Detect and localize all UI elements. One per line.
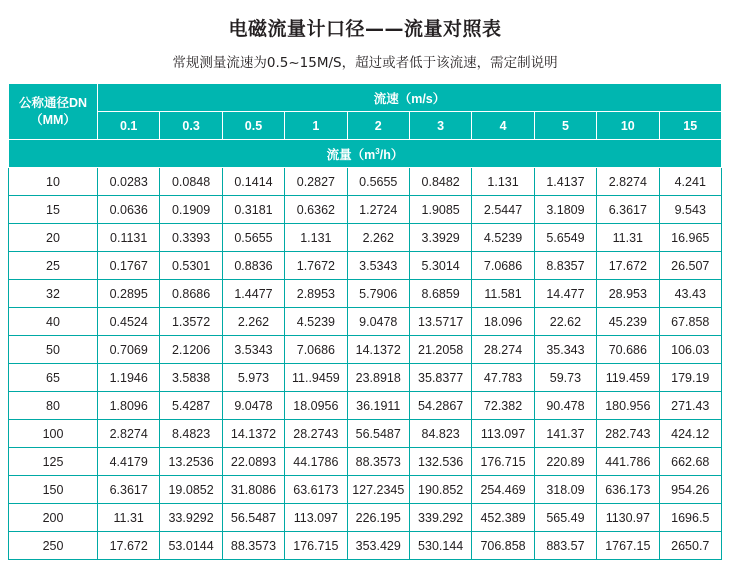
cell-flow-value: 106.03 bbox=[659, 336, 721, 364]
table-row bbox=[9, 336, 722, 364]
cell-nominal-diameter: 100 bbox=[9, 420, 98, 448]
cell-flow-value: 0.1131 bbox=[98, 224, 160, 252]
cell-flow-value: 271.43 bbox=[659, 392, 721, 420]
cell-flow-value: 318.09 bbox=[534, 476, 596, 504]
cell-flow-value: 0.0636 bbox=[98, 196, 160, 224]
table-row bbox=[9, 168, 722, 196]
cell-flow-value: 21.2058 bbox=[409, 336, 471, 364]
header-row-speed-values bbox=[9, 112, 722, 140]
cell-flow-value: 11.31 bbox=[98, 504, 160, 532]
cell-flow-value: 11..9459 bbox=[285, 364, 347, 392]
cell-flow-value: 26.507 bbox=[659, 252, 721, 280]
cell-flow-value: 5.3014 bbox=[409, 252, 471, 280]
cell-flow-value: 179.19 bbox=[659, 364, 721, 392]
header-speed-2: 0.5 bbox=[222, 112, 284, 140]
cell-nominal-diameter: 25 bbox=[9, 252, 98, 280]
cell-flow-value: 1.4477 bbox=[222, 280, 284, 308]
cell-flow-value: 8.6859 bbox=[409, 280, 471, 308]
cell-flow-value: 63.6173 bbox=[285, 476, 347, 504]
header-speed-9: 15 bbox=[659, 112, 721, 140]
cell-flow-value: 33.9292 bbox=[160, 504, 222, 532]
page-subtitle: 常规测量流速为0.5~15M/S，超过或者低于该流速，需定制说明 bbox=[172, 55, 558, 71]
cell-flow-value: 22.0893 bbox=[222, 448, 284, 476]
cell-flow-value: 47.783 bbox=[472, 364, 534, 392]
cell-flow-value: 88.3573 bbox=[347, 448, 409, 476]
cell-flow-value: 113.097 bbox=[285, 504, 347, 532]
cell-flow-value: 113.097 bbox=[472, 420, 534, 448]
cell-flow-value: 0.8836 bbox=[222, 252, 284, 280]
cell-flow-value: 0.2895 bbox=[98, 280, 160, 308]
cell-flow-value: 7.0686 bbox=[285, 336, 347, 364]
cell-flow-value: 8.8357 bbox=[534, 252, 596, 280]
cell-flow-value: 2.8274 bbox=[98, 420, 160, 448]
cell-nominal-diameter: 150 bbox=[9, 476, 98, 504]
cell-flow-value: 45.239 bbox=[597, 308, 659, 336]
cell-flow-value: 44.1786 bbox=[285, 448, 347, 476]
header-speed-7: 5 bbox=[534, 112, 596, 140]
cell-flow-value: 226.195 bbox=[347, 504, 409, 532]
cell-flow-value: 2.8953 bbox=[285, 280, 347, 308]
cell-flow-value: 72.382 bbox=[472, 392, 534, 420]
cell-flow-value: 0.6362 bbox=[285, 196, 347, 224]
header-speed-0: 0.1 bbox=[98, 112, 160, 140]
cell-flow-value: 190.852 bbox=[409, 476, 471, 504]
cell-flow-value: 5.7906 bbox=[347, 280, 409, 308]
cell-flow-value: 23.8918 bbox=[347, 364, 409, 392]
cell-flow-value: 339.292 bbox=[409, 504, 471, 532]
flow-comparison-table bbox=[8, 83, 722, 560]
cell-flow-value: 1130.97 bbox=[597, 504, 659, 532]
cell-flow-value: 56.5487 bbox=[222, 504, 284, 532]
cell-flow-value: 441.786 bbox=[597, 448, 659, 476]
cell-flow-value: 1.131 bbox=[285, 224, 347, 252]
table-row bbox=[9, 504, 722, 532]
cell-flow-value: 3.5838 bbox=[160, 364, 222, 392]
cell-flow-value: 254.469 bbox=[472, 476, 534, 504]
header-speed-1: 0.3 bbox=[160, 112, 222, 140]
cell-flow-value: 35.8377 bbox=[409, 364, 471, 392]
page-title: 电磁流量计口径——流量对照表 bbox=[228, 18, 502, 40]
header-nominal-diameter bbox=[9, 84, 98, 140]
cell-flow-value: 54.2867 bbox=[409, 392, 471, 420]
table-row bbox=[9, 308, 722, 336]
cell-flow-value: 0.3181 bbox=[222, 196, 284, 224]
cell-flow-value: 8.4823 bbox=[160, 420, 222, 448]
table-row bbox=[9, 280, 722, 308]
cell-flow-value: 1.131 bbox=[472, 168, 534, 196]
cell-flow-value: 565.49 bbox=[534, 504, 596, 532]
cell-flow-value: 0.0283 bbox=[98, 168, 160, 196]
cell-flow-value: 424.12 bbox=[659, 420, 721, 448]
cell-flow-value: 0.1909 bbox=[160, 196, 222, 224]
cell-flow-value: 2.262 bbox=[347, 224, 409, 252]
cell-flow-value: 0.1767 bbox=[98, 252, 160, 280]
cell-flow-value: 132.536 bbox=[409, 448, 471, 476]
table-row bbox=[9, 476, 722, 504]
cell-flow-value: 0.5655 bbox=[222, 224, 284, 252]
cell-flow-value: 2.262 bbox=[222, 308, 284, 336]
header-speed-6: 4 bbox=[472, 112, 534, 140]
cell-nominal-diameter: 20 bbox=[9, 224, 98, 252]
header-row-flow-group bbox=[9, 140, 722, 168]
table-row bbox=[9, 448, 722, 476]
cell-flow-value: 0.8482 bbox=[409, 168, 471, 196]
header-flow-group bbox=[9, 140, 722, 168]
cell-flow-value: 14.477 bbox=[534, 280, 596, 308]
cell-flow-value: 56.5487 bbox=[347, 420, 409, 448]
cell-flow-value: 84.823 bbox=[409, 420, 471, 448]
cell-flow-value: 883.57 bbox=[534, 532, 596, 560]
cell-nominal-diameter: 80 bbox=[9, 392, 98, 420]
cell-flow-value: 127.2345 bbox=[347, 476, 409, 504]
header-speed-5: 3 bbox=[409, 112, 471, 140]
cell-flow-value: 13.2536 bbox=[160, 448, 222, 476]
cell-flow-value: 28.953 bbox=[597, 280, 659, 308]
cell-flow-value: 70.686 bbox=[597, 336, 659, 364]
cell-nominal-diameter: 40 bbox=[9, 308, 98, 336]
cell-nominal-diameter: 50 bbox=[9, 336, 98, 364]
table-row bbox=[9, 196, 722, 224]
cell-flow-value: 1.9085 bbox=[409, 196, 471, 224]
header-speed-8: 10 bbox=[597, 112, 659, 140]
cell-flow-value: 3.5343 bbox=[347, 252, 409, 280]
cell-flow-value: 0.5301 bbox=[160, 252, 222, 280]
cell-flow-value: 22.62 bbox=[534, 308, 596, 336]
cell-nominal-diameter: 250 bbox=[9, 532, 98, 560]
cell-flow-value: 1.2724 bbox=[347, 196, 409, 224]
cell-nominal-diameter: 125 bbox=[9, 448, 98, 476]
cell-flow-value: 18.0956 bbox=[285, 392, 347, 420]
table-row bbox=[9, 364, 722, 392]
cell-flow-value: 452.389 bbox=[472, 504, 534, 532]
cell-flow-value: 13.5717 bbox=[409, 308, 471, 336]
cell-flow-value: 14.1372 bbox=[347, 336, 409, 364]
cell-flow-value: 9.0478 bbox=[222, 392, 284, 420]
cell-flow-value: 119.459 bbox=[597, 364, 659, 392]
cell-flow-value: 0.4524 bbox=[98, 308, 160, 336]
cell-flow-value: 28.2743 bbox=[285, 420, 347, 448]
cell-flow-value: 2.8274 bbox=[597, 168, 659, 196]
cell-flow-value: 1.4137 bbox=[534, 168, 596, 196]
cell-nominal-diameter: 10 bbox=[9, 168, 98, 196]
cell-flow-value: 662.68 bbox=[659, 448, 721, 476]
cell-flow-value: 17.672 bbox=[597, 252, 659, 280]
cell-flow-value: 7.0686 bbox=[472, 252, 534, 280]
table-row bbox=[9, 420, 722, 448]
header-row-speed bbox=[9, 84, 722, 112]
cell-flow-value: 0.0848 bbox=[160, 168, 222, 196]
cell-flow-value: 220.89 bbox=[534, 448, 596, 476]
table-row bbox=[9, 224, 722, 252]
table-head bbox=[9, 84, 722, 168]
cell-flow-value: 1.7672 bbox=[285, 252, 347, 280]
table-body bbox=[9, 168, 722, 560]
cell-flow-value: 6.3617 bbox=[597, 196, 659, 224]
cell-flow-value: 141.37 bbox=[534, 420, 596, 448]
cell-flow-value: 636.173 bbox=[597, 476, 659, 504]
cell-flow-value: 35.343 bbox=[534, 336, 596, 364]
header-flow-sup: 3 bbox=[375, 146, 380, 156]
cell-flow-value: 2.1206 bbox=[160, 336, 222, 364]
cell-flow-value: 180.956 bbox=[597, 392, 659, 420]
cell-flow-value: 90.478 bbox=[534, 392, 596, 420]
cell-flow-value: 5.6549 bbox=[534, 224, 596, 252]
cell-flow-value: 0.1414 bbox=[222, 168, 284, 196]
cell-nominal-diameter: 32 bbox=[9, 280, 98, 308]
header-speed-4: 2 bbox=[347, 112, 409, 140]
cell-flow-value: 4.5239 bbox=[285, 308, 347, 336]
cell-flow-value: 14.1372 bbox=[222, 420, 284, 448]
table-row bbox=[9, 252, 722, 280]
cell-flow-value: 18.096 bbox=[472, 308, 534, 336]
cell-flow-value: 2.5447 bbox=[472, 196, 534, 224]
cell-flow-value: 1.1946 bbox=[98, 364, 160, 392]
header-flow-suffix: /h） bbox=[379, 147, 404, 162]
cell-flow-value: 176.715 bbox=[285, 532, 347, 560]
cell-flow-value: 2650.7 bbox=[659, 532, 721, 560]
cell-flow-value: 16.965 bbox=[659, 224, 721, 252]
cell-flow-value: 4.5239 bbox=[472, 224, 534, 252]
cell-flow-value: 0.2827 bbox=[285, 168, 347, 196]
cell-flow-value: 9.543 bbox=[659, 196, 721, 224]
cell-flow-value: 17.672 bbox=[98, 532, 160, 560]
cell-flow-value: 4.241 bbox=[659, 168, 721, 196]
cell-flow-value: 282.743 bbox=[597, 420, 659, 448]
header-flow-prefix: 流量（m bbox=[326, 147, 376, 162]
cell-flow-value: 0.5655 bbox=[347, 168, 409, 196]
cell-flow-value: 0.7069 bbox=[98, 336, 160, 364]
cell-flow-value: 19.0852 bbox=[160, 476, 222, 504]
cell-flow-value: 11.31 bbox=[597, 224, 659, 252]
cell-flow-value: 53.0144 bbox=[160, 532, 222, 560]
cell-nominal-diameter: 200 bbox=[9, 504, 98, 532]
cell-flow-value: 1.8096 bbox=[98, 392, 160, 420]
cell-flow-value: 31.8086 bbox=[222, 476, 284, 504]
cell-flow-value: 4.4179 bbox=[98, 448, 160, 476]
cell-nominal-diameter: 15 bbox=[9, 196, 98, 224]
cell-flow-value: 28.274 bbox=[472, 336, 534, 364]
cell-flow-value: 1767.15 bbox=[597, 532, 659, 560]
header-dn-line2: （MM） bbox=[30, 112, 76, 127]
cell-flow-value: 1.3572 bbox=[160, 308, 222, 336]
table-row bbox=[9, 392, 722, 420]
cell-flow-value: 67.858 bbox=[659, 308, 721, 336]
cell-flow-value: 1696.5 bbox=[659, 504, 721, 532]
cell-flow-value: 11.581 bbox=[472, 280, 534, 308]
cell-flow-value: 5.973 bbox=[222, 364, 284, 392]
cell-nominal-diameter: 65 bbox=[9, 364, 98, 392]
header-speed-3: 1 bbox=[285, 112, 347, 140]
cell-flow-value: 530.144 bbox=[409, 532, 471, 560]
cell-flow-value: 3.5343 bbox=[222, 336, 284, 364]
cell-flow-value: 3.1809 bbox=[534, 196, 596, 224]
cell-flow-value: 43.43 bbox=[659, 280, 721, 308]
cell-flow-value: 0.3393 bbox=[160, 224, 222, 252]
cell-flow-value: 3.3929 bbox=[409, 224, 471, 252]
cell-flow-value: 9.0478 bbox=[347, 308, 409, 336]
cell-flow-value: 353.429 bbox=[347, 532, 409, 560]
header-dn-line1: 公称通径DN bbox=[18, 95, 88, 110]
cell-flow-value: 706.858 bbox=[472, 532, 534, 560]
cell-flow-value: 0.8686 bbox=[160, 280, 222, 308]
cell-flow-value: 176.715 bbox=[472, 448, 534, 476]
cell-flow-value: 6.3617 bbox=[98, 476, 160, 504]
cell-flow-value: 954.26 bbox=[659, 476, 721, 504]
header-speed-group: 流速（m/s） bbox=[98, 84, 722, 112]
cell-flow-value: 59.73 bbox=[534, 364, 596, 392]
cell-flow-value: 36.1911 bbox=[347, 392, 409, 420]
cell-flow-value: 5.4287 bbox=[160, 392, 222, 420]
table-row bbox=[9, 532, 722, 560]
cell-flow-value: 88.3573 bbox=[222, 532, 284, 560]
